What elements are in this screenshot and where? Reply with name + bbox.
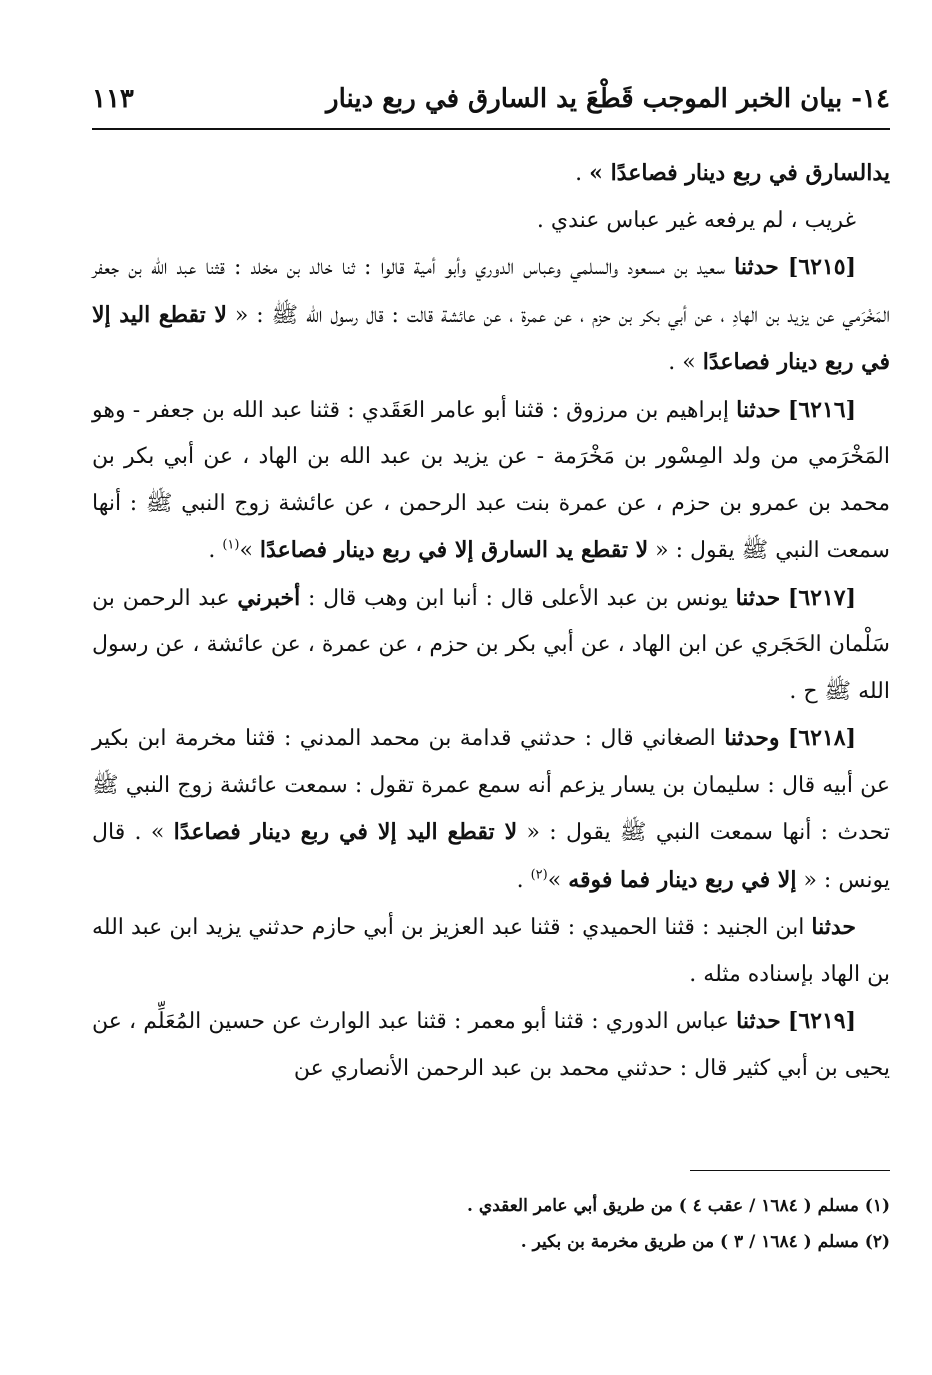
- narration-lead: حدثنا: [736, 1008, 781, 1034]
- hadith-6217: [92, 575, 890, 716]
- hadith-text: لا تقطع اليد إلا في ربع دينار فصاعدًا: [173, 819, 518, 845]
- text-segment: .: [575, 161, 590, 186]
- text-segment: » .: [668, 350, 703, 375]
- hadith-number: [٦٢١٧]: [787, 584, 856, 611]
- footnote-1: (١) مسلم ( ١٦٨٤ / عقب ٤ ) من طريق أبي عامر العقدي .: [467, 1196, 890, 1216]
- hadith-number: [٦٢١٦]: [787, 396, 857, 423]
- footnote-divider: [690, 1170, 890, 1171]
- hadith-text: إلا في ربع دينار فما فوقه: [568, 866, 797, 893]
- text-segment: »: [239, 538, 260, 563]
- narration-lead: حدثنا: [734, 254, 779, 280]
- hadith-text: يدالسارق في ربع دينار فصاعدًا »: [589, 160, 890, 186]
- narration-lead: حدثنا: [736, 396, 781, 423]
- hadith-6218: [92, 715, 890, 904]
- hadith-text: لا تقطع اليد إلا في ربع دينار فصاعدًا: [92, 301, 890, 375]
- text-segment: عبد الرحمن بن سَلْمان الحَجَري عن ابن الهاد ، عن أبي بكر بن حزم ، عن عمرة ، عن عائشة ، عن رسول الله ﷺ ح .: [92, 585, 890, 704]
- page-header: [92, 78, 890, 130]
- narration-lead: وحدثنا: [724, 725, 780, 751]
- text-segment: »: [547, 867, 569, 893]
- page-number: ١١٣: [92, 84, 134, 114]
- narration-lead: حدثنا: [811, 914, 856, 940]
- text-segment: .: [516, 867, 531, 893]
- footnote-ref-1: (١): [222, 537, 240, 553]
- hadith-6215: [92, 244, 890, 387]
- hadith-6219: [92, 998, 890, 1092]
- hadith-number: [٦٢١٥]: [787, 254, 856, 280]
- text-segment: الصغاني قال : حدثني قدامة بن محمد المدني : قثنا مخرمة ابن بكير عن أبيه قال : سليمان بن يسار يزعم أنه سمع عمرة تقول : سمعت عائشة زوج النبي ﷺ تحدث : أنها سمعت النبي ﷺ يقول : «: [92, 726, 890, 845]
- hadith-number: [٦٢١٩]: [787, 1008, 856, 1034]
- text-segment: .: [208, 538, 223, 563]
- chapter-title: ١٤- بيان الخبر الموجب قَطْعَ يد السارق في ربع دينار: [326, 84, 890, 114]
- hadith-number: [٦٢١٨]: [787, 725, 856, 751]
- paragraph-7: [92, 904, 890, 998]
- text-segment: يونس بن عبد الأعلى قال : أنبا ابن وهب قال :: [300, 585, 736, 611]
- hadith-6216: [92, 387, 890, 575]
- text-segment: » . قال يونس : «: [92, 820, 890, 893]
- footnotes: [92, 1188, 890, 1260]
- hadith-text: لا تقطع يد السارق إلا في ربع دينار فصاعدًا: [259, 537, 649, 563]
- paragraph-2: غريب ، لم يرفعه غير عباس عندي .: [536, 207, 856, 233]
- text-segment: عباس الدوري : قثنا أبو معمر : قثنا عبد الوارث عن حسين المُعَلِّم ، عن يحيى بن أبي كثير قال : حدثني محمد بن عبد الرحمن الأنصاري عن: [92, 1009, 890, 1081]
- narration-term: أخبرني: [237, 584, 301, 611]
- footnote-ref-2: (٢): [530, 867, 548, 883]
- footnote-2: (٢) مسلم ( ١٦٨٤ / ٣ ) من طريق مخرمة بن بكير .: [520, 1232, 890, 1252]
- text-segment: ابن الجنيد : قثنا الحميدي : قثنا عبد العزيز بن أبي حازم حدثني يزيد ابن عبد الله بن الهاد بإسناده مثله .: [92, 915, 890, 987]
- text-segment: إبراهيم بن مرزوق : قثنا أبو عامر العَقَدي : قثنا عبد الله بن جعفر - وهو المَخْرَمي من ولد المِسْور بن مَخْرَمة - عن يزيد بن عبد الله بن الهاد ، عن أبي بكر بن محمد بن عمرو بن حزم ، عن عمرة بنت عبد الرحمن ، عن عائشة زوج النبي ﷺ : أنها سمعت النبي ﷺ يقول : «: [92, 397, 890, 563]
- paragraph-1: [92, 150, 890, 198]
- narration-lead: حدثنا: [735, 584, 781, 611]
- text-segment: سعيد بن مسعود والسلمي وعباس الدوري وأبو أمية قالوا : ثنا خالد بن مخلد : قثنا عبد الله بن جعفر المَخْرَمي عن يزيد بن الهادِ ، عن أبي بكر بن حزم ، عن عمرة ، عن عائشة قالت : قال رسول الله ﷺ : «: [92, 255, 891, 328]
- main-text: [92, 150, 890, 1092]
